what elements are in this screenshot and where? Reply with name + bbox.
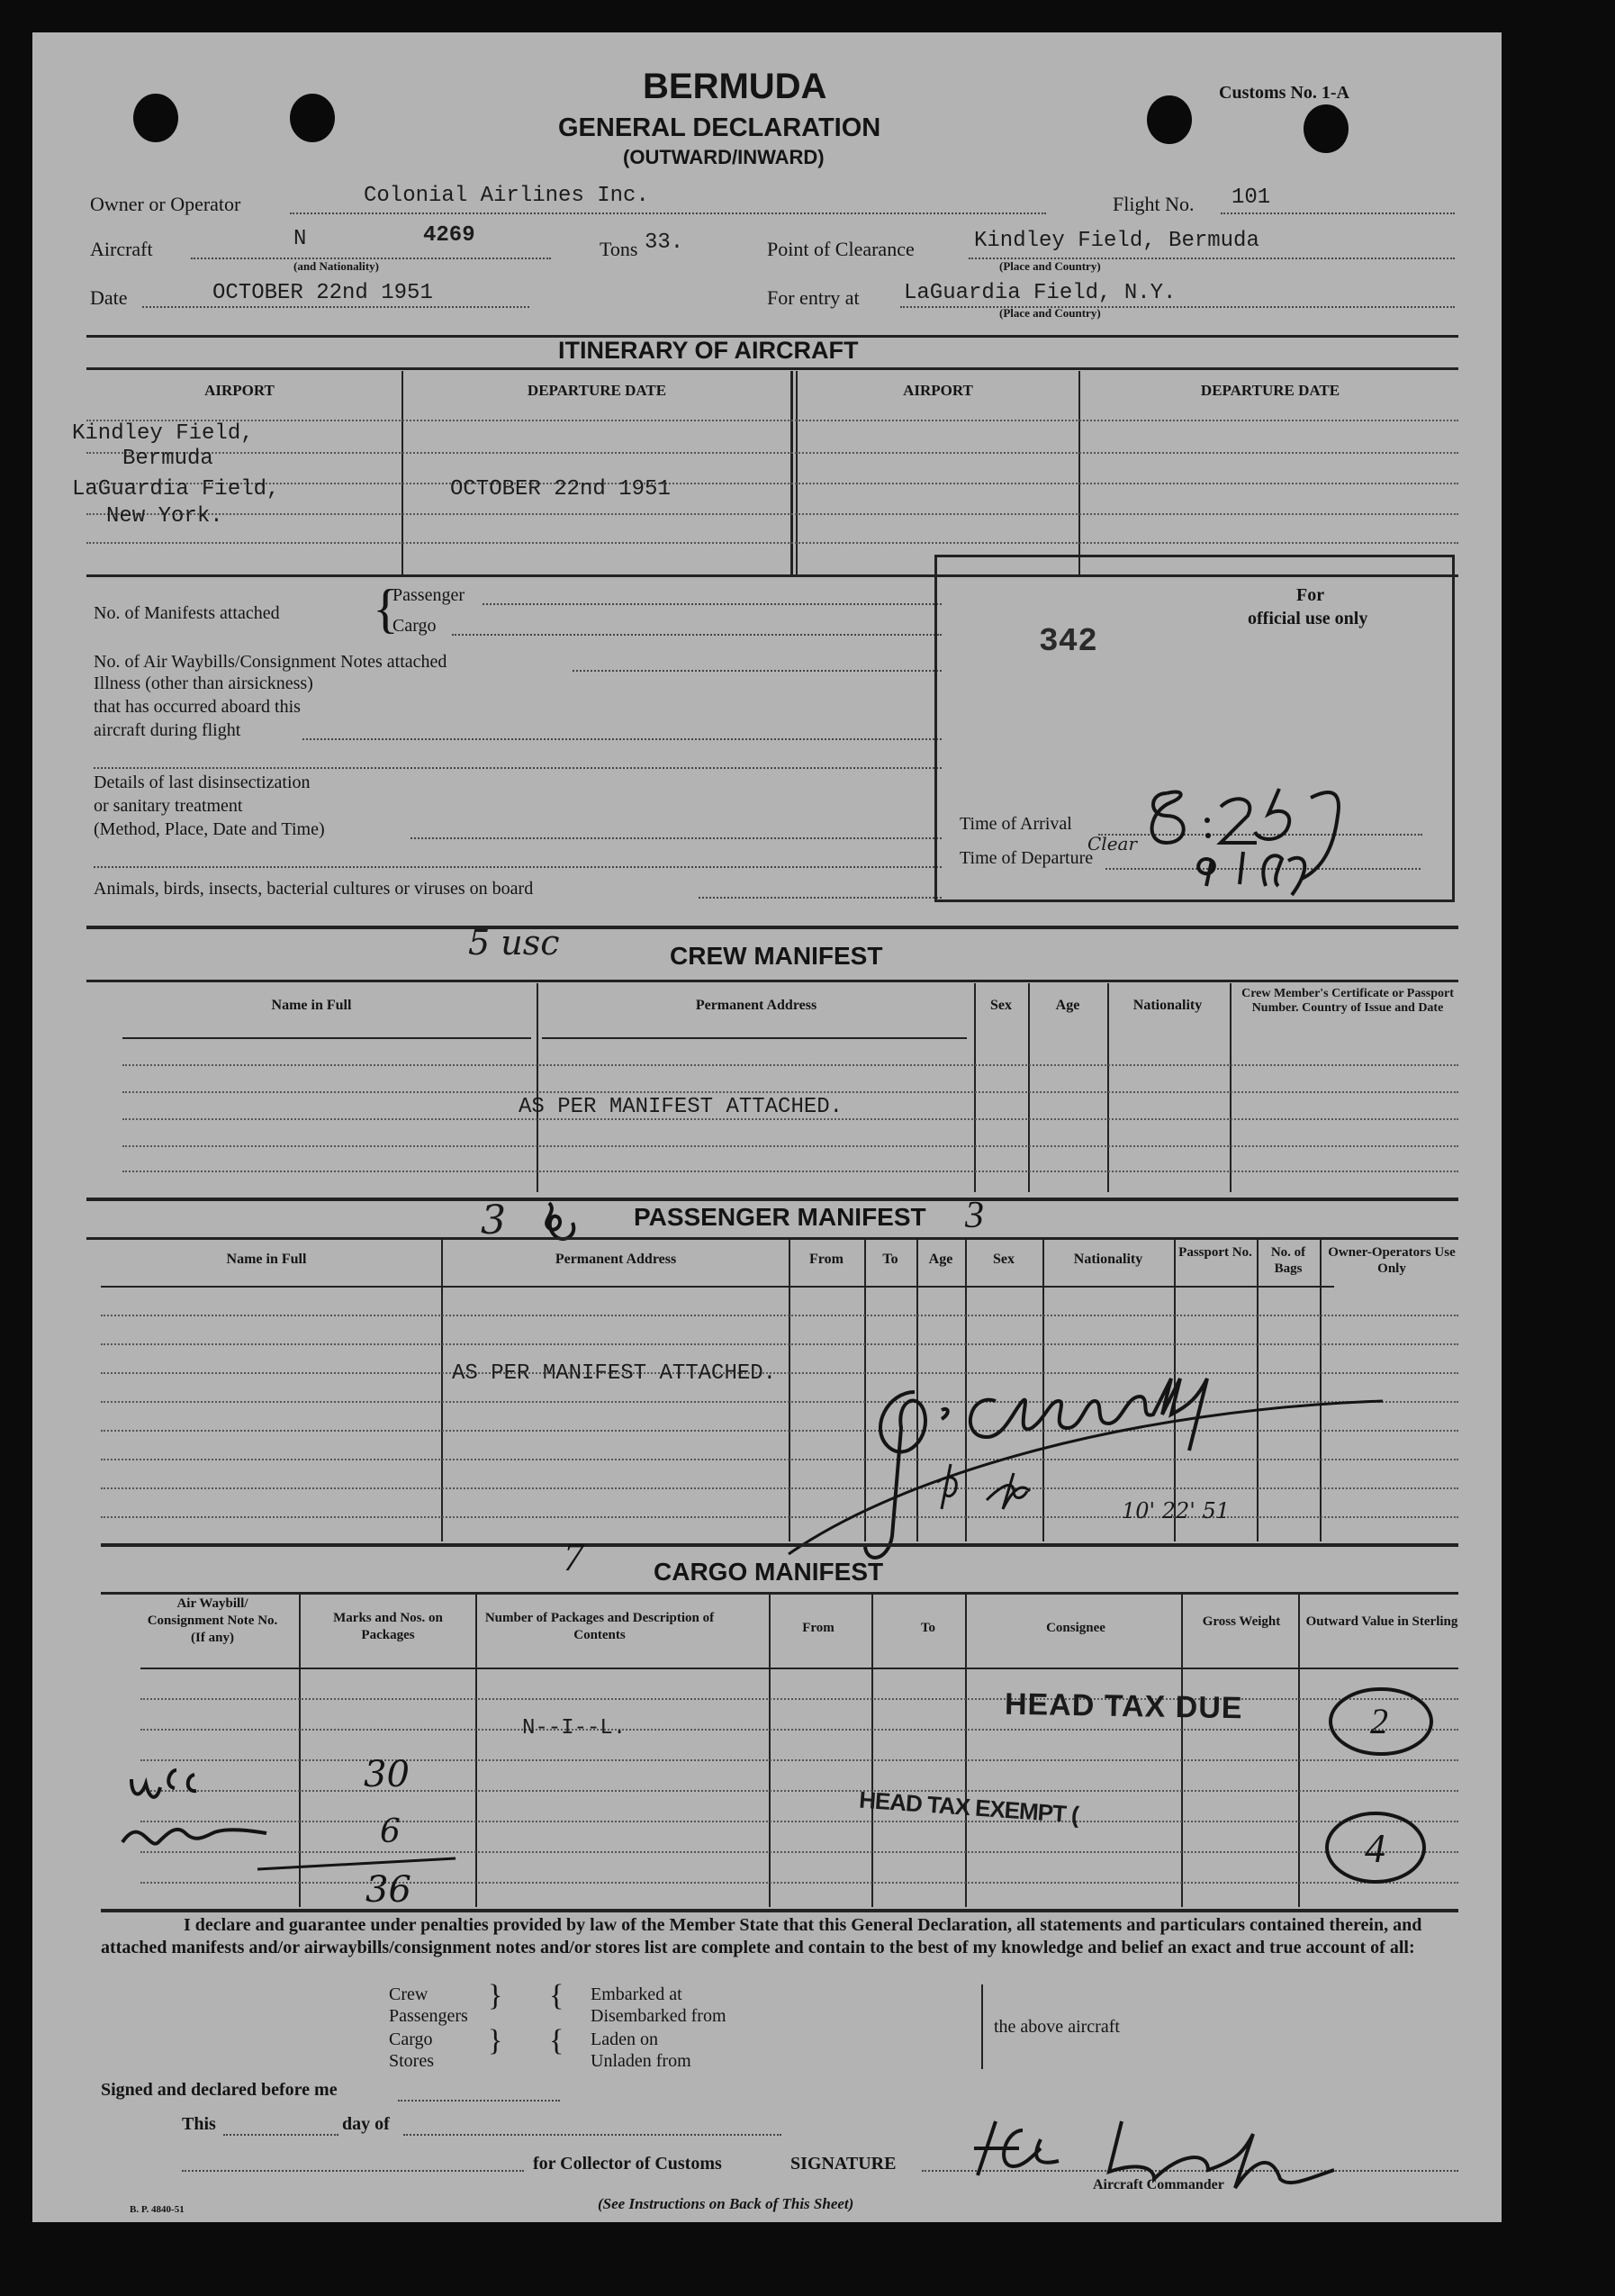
cargo-col-sep [871, 1594, 873, 1907]
illness-line [302, 738, 942, 740]
passenger-top-rule [86, 1198, 1458, 1201]
signed-declared-label: Signed and declared before me [101, 2080, 338, 2100]
owner-line [290, 212, 1046, 214]
signed-line [398, 2100, 560, 2102]
crew-row-line [122, 1064, 1458, 1066]
itinerary-row-line [86, 452, 1458, 454]
disinsect-label: (Method, Place, Date and Time) [94, 819, 325, 839]
handwritten-crew-annotation [465, 920, 609, 965]
crew-header-name: Name in Full [271, 998, 352, 1013]
circled-value-1: 2 [1370, 1701, 1388, 1741]
flight-line [1221, 212, 1455, 214]
flight-label: Flight No. [1113, 193, 1195, 215]
handwritten-passenger-annotation [477, 1190, 603, 1253]
signature-label: SIGNATURE [790, 2154, 897, 2174]
itinerary-header-date-2: DEPARTURE DATE [1200, 382, 1340, 399]
passenger-header-owner-use: Owner-Operators Use Only [1328, 1245, 1456, 1276]
officer-signature-scrawl [771, 1338, 1401, 1572]
declaration-cargo: Cargo [389, 2029, 433, 2049]
passenger-title-rule [86, 1237, 1458, 1240]
this-line [223, 2134, 338, 2136]
declaration-brace: { [549, 1979, 564, 2012]
crew-header-rule [542, 1037, 967, 1039]
passenger-annotation-right: 3 [965, 1195, 984, 1236]
departure-label: Time of Departure [960, 848, 1094, 868]
head-tax-exempt-stamp: HEAD TAX EXEMPT ( [858, 1785, 1079, 1829]
form-title: GENERAL DECLARATION [558, 113, 881, 142]
passenger-header-bags: No. of Bags [1270, 1245, 1306, 1276]
declaration-bracket [972, 1984, 983, 2069]
crew-header-certificate: Crew Member's Certificate or Passport Number. Country of Issue and Date [1241, 987, 1454, 1015]
illness-label: aircraft during flight [94, 720, 241, 740]
passenger-header-from: From [809, 1252, 844, 1267]
country-title: BERMUDA [643, 67, 827, 106]
punch-hole [1304, 104, 1349, 153]
manifest-cargo-line [452, 634, 942, 636]
crew-col-sep [1028, 983, 1030, 1192]
itinerary-date-cell: OCTOBER 22nd 1951 [450, 477, 671, 502]
crew-header-age: Age [1055, 998, 1080, 1013]
svg-text:5 usc: 5 usc [468, 923, 560, 963]
date-line [142, 306, 529, 308]
declaration-passengers: Passengers [389, 2006, 468, 2026]
declaration-laden: Laden on [591, 2029, 658, 2049]
head-tax-due-stamp: HEAD TAX DUE [1004, 1686, 1243, 1726]
crew-title-rule [86, 980, 1458, 982]
entry-note: (Place and Country) [999, 306, 1101, 320]
cargo-row-line [140, 1729, 1458, 1731]
crew-top-rule [86, 926, 1458, 929]
aircraft-note: (and Nationality) [293, 259, 379, 273]
cargo-header-value: Outward Value in Sterling [1305, 1614, 1458, 1629]
form-subtitle: (OUTWARD/INWARD) [623, 146, 825, 168]
crew-row-line [122, 1145, 1458, 1147]
crew-header-rule [122, 1037, 531, 1039]
animals-label: Animals, birds, insects, bacterial cultures or viruses on board [94, 879, 534, 899]
itinerary-row-line [86, 420, 1458, 421]
declaration-sheet [32, 32, 1502, 2222]
svg-text:30: 30 [364, 1754, 410, 1795]
animals-line [699, 897, 942, 899]
crew-col-sep [537, 983, 538, 1192]
waybills-line [573, 670, 942, 672]
passenger-header-sex: Sex [993, 1252, 1015, 1267]
declaration-text: I declare and guarantee under penalties provided by law of the Member State that this General Declaration, all statements and particulars contained therein, and attached manifests and/or airwaybills/consignment notes and/or stores list are complete and contain to the best of my knowledge and belief an exact and true account of all: [101, 1915, 1422, 1957]
crew-header-address: Permanent Address [695, 998, 817, 1013]
customs-number: Customs No. 1-A [1219, 83, 1349, 103]
passenger-header-passport: Passport No. [1178, 1245, 1252, 1260]
official-label: For [1296, 585, 1325, 605]
itinerary-title-rule [86, 367, 1458, 370]
entry-value: LaGuardia Field, N.Y. [904, 281, 1177, 305]
cargo-header-marks: Marks and Nos. on Packages [333, 1611, 443, 1642]
declaration-brace: { [549, 2024, 564, 2057]
tons-value: 33. [645, 231, 684, 255]
passenger-header-to: To [882, 1252, 898, 1267]
cargo-title-rule [101, 1592, 1458, 1595]
manifests-brace: { [373, 579, 399, 638]
punch-hole [290, 94, 335, 142]
cargo-col-sep [769, 1594, 771, 1907]
cargo-title: CARGO MANIFEST [654, 1558, 884, 1586]
cargo-header-packages: Number of Packages and Description of Contents [484, 1611, 715, 1642]
itinerary-row-line [86, 483, 1458, 484]
itinerary-row-line [86, 542, 1458, 544]
cargo-nil: N--I--L. [522, 1716, 627, 1740]
cargo-header-weight: Gross Weight [1202, 1614, 1281, 1629]
date-value: OCTOBER 22nd 1951 [212, 281, 433, 305]
itinerary-header-airport-2: AIRPORT [903, 382, 973, 399]
svg-text:36: 36 [365, 1869, 411, 1911]
collector-label: for Collector of Customs [533, 2154, 722, 2174]
itinerary-airport-cell: Bermuda [122, 447, 213, 471]
form-number: B. P. 4840-51 [130, 2204, 185, 2215]
declaration-above-aircraft: the above aircraft [994, 2017, 1120, 2037]
cargo-header-from: From [802, 1621, 835, 1635]
crew-col-sep [1107, 983, 1109, 1192]
declaration-crew: Crew [389, 1984, 429, 2004]
punch-hole [133, 94, 178, 142]
flight-value: 101 [1232, 185, 1271, 210]
passenger-header-rule [101, 1286, 1334, 1288]
cargo-header-to: To [920, 1621, 936, 1635]
owner-value: Colonial Airlines Inc. [364, 184, 649, 208]
owner-label: Owner or Operator [90, 193, 241, 215]
cargo-bottom-rule [101, 1909, 1458, 1912]
cargo-col-sep [1298, 1594, 1300, 1907]
declaration-embarked: Embarked at [591, 1984, 682, 2004]
declaration-disembarked: Disembarked from [591, 2006, 726, 2026]
itinerary-header-airport-1: AIRPORT [204, 382, 275, 399]
declaration-unladen: Unladen from [591, 2051, 691, 2071]
crew-row-line [122, 1171, 1458, 1172]
tons-label: Tons [600, 238, 638, 260]
passenger-col-sep [441, 1239, 443, 1541]
passenger-header-age: Age [928, 1252, 953, 1267]
manifest-passenger-line [483, 603, 942, 605]
cargo-header-rule [140, 1668, 1458, 1669]
handwritten-departure-time [1086, 834, 1392, 897]
passenger-note: AS PER MANIFEST ATTACHED. [452, 1361, 777, 1386]
svg-text:3: 3 [481, 1198, 506, 1243]
itinerary-header-date-1: DEPARTURE DATE [527, 382, 667, 399]
declaration-brace: } [488, 2024, 503, 2057]
disinsect-line [94, 866, 942, 868]
day-of-label: day of [342, 2114, 390, 2134]
cargo-header-consignee: Consignee [1046, 1621, 1105, 1635]
aircraft-nationality: N [293, 227, 307, 251]
punch-hole [1147, 95, 1192, 144]
clearance-line [969, 258, 1455, 259]
official-number: 342 [1039, 623, 1097, 660]
crew-col-sep [974, 983, 976, 1192]
clearance-label: Point of Clearance [767, 238, 915, 260]
cargo-col-sep [1181, 1594, 1183, 1907]
illness-label: Illness (other than airsickness) [94, 673, 313, 693]
declaration-stores: Stores [389, 2051, 434, 2071]
manifest-passenger-label: Passenger [392, 585, 465, 605]
clearance-note: (Place and Country) [999, 259, 1101, 273]
disinsect-line [411, 837, 942, 839]
itinerary-col-sep [401, 371, 403, 576]
disinsect-label: Details of last disinsectization [94, 773, 311, 792]
itinerary-airport-cell: LaGuardia Field, [72, 477, 280, 502]
clearance-value: Kindley Field, Bermuda [974, 229, 1259, 253]
itinerary-title: ITINERARY OF AIRCRAFT [558, 337, 859, 364]
instructions-note: (See Instructions on Back of This Sheet) [598, 2195, 854, 2212]
entry-label: For entry at [767, 286, 860, 309]
circled-value-2: 4 [1365, 1825, 1385, 1871]
collector-line [182, 2170, 524, 2172]
crew-col-sep [1230, 983, 1232, 1192]
illness-label: that has occurred aboard this [94, 697, 301, 717]
itinerary-col-sep [790, 371, 793, 576]
crew-note: AS PER MANIFEST ATTACHED. [519, 1095, 844, 1119]
crew-header-sex: Sex [990, 998, 1012, 1013]
date-label: Date [90, 286, 128, 309]
svg-text:Clear: Clear [1087, 833, 1138, 854]
cargo-header-waybill: Air Waybill/ Consignment Note No. (If any) [147, 1596, 278, 1645]
this-label: This [182, 2114, 216, 2134]
itinerary-row-line [86, 513, 1458, 515]
itinerary-col-sep [1078, 371, 1080, 576]
cargo-annotation: 7 [564, 1535, 583, 1579]
crew-title: CREW MANIFEST [670, 942, 883, 970]
cargo-col-sep [965, 1594, 967, 1907]
manifest-cargo-label: Cargo [392, 616, 437, 636]
declaration-brace: } [488, 1979, 503, 2012]
crew-header-nationality: Nationality [1132, 998, 1203, 1013]
aircraft-label: Aircraft [90, 238, 153, 260]
official-label: official use only [1248, 609, 1368, 628]
disinsect-label: or sanitary treatment [94, 796, 243, 816]
passenger-header-address: Permanent Address [555, 1252, 677, 1267]
aircraft-line [191, 258, 551, 259]
aircraft-registration: 4269 [423, 223, 475, 248]
manifests-label: No. of Manifests attached [94, 603, 280, 623]
waybills-label: No. of Air Waybills/Consignment Notes attached [94, 652, 447, 672]
passenger-row-line [101, 1315, 1458, 1316]
entry-line [900, 306, 1455, 308]
passenger-title: PASSENGER MANIFEST [634, 1203, 926, 1231]
itinerary-airport-cell: New York. [106, 504, 223, 529]
passenger-header-name: Name in Full [226, 1252, 307, 1267]
itinerary-col-sep [796, 371, 798, 576]
cargo-row-line [140, 1698, 1458, 1700]
handwritten-cargo-notes [95, 1743, 492, 1914]
day-of-line [403, 2134, 781, 2136]
itinerary-airport-cell: Kindley Field, [72, 421, 254, 446]
cargo-top-rule [101, 1543, 1458, 1547]
svg-text:10' 22' 51: 10' 22' 51 [1122, 1498, 1231, 1523]
svg-text:6: 6 [380, 1813, 401, 1850]
illness-line [94, 767, 942, 769]
arrival-label: Time of Arrival [960, 814, 1072, 834]
passenger-header-nationality: Nationality [1073, 1252, 1143, 1267]
crew-row-line [122, 1091, 1458, 1093]
commander-label: Aircraft Commander [1093, 2177, 1224, 2192]
